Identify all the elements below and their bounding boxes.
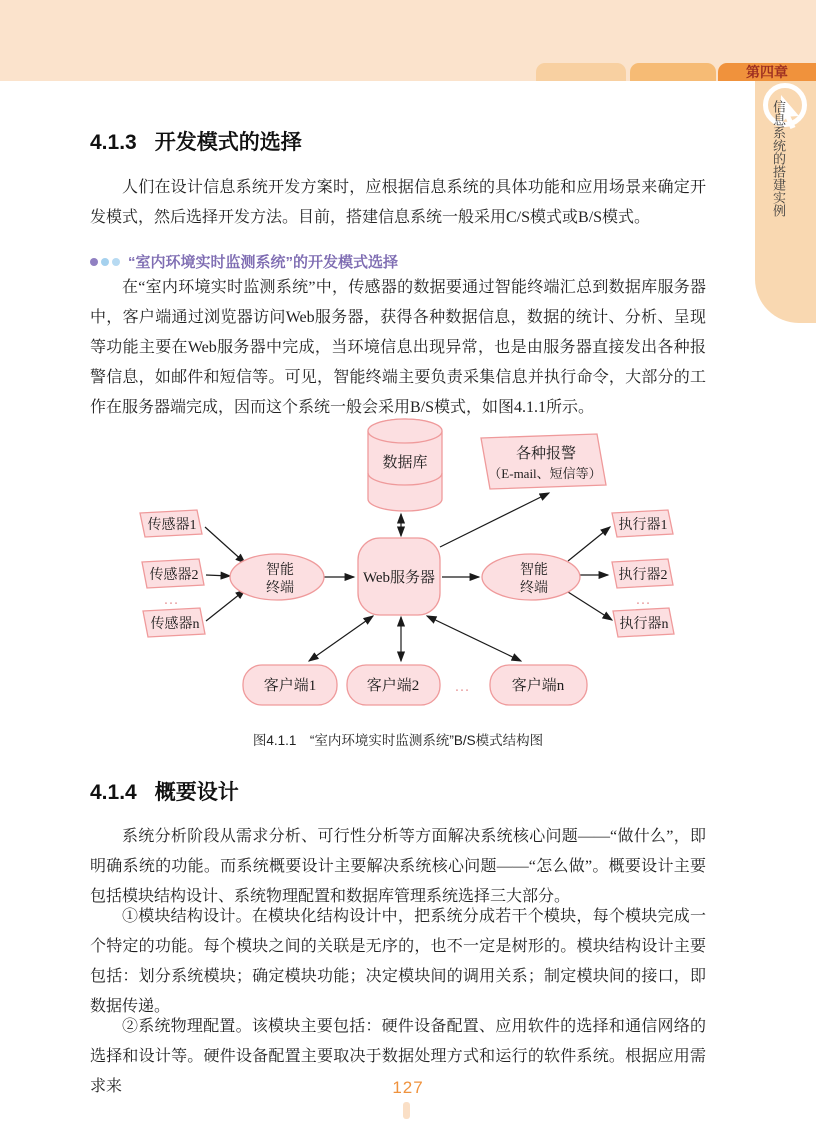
arrow-terminal2-actuator1: [568, 527, 610, 561]
node-smart-terminal-right: [482, 554, 580, 600]
figure-caption: 图4.1.1 “室内环境实时监测系统”B/S模式结构图: [252, 733, 544, 748]
node-label: 传感器2: [149, 568, 199, 583]
subsection-title: “室内环境实时监测系统”的开发模式选择: [128, 254, 399, 271]
section-number: 4.1.4: [90, 781, 137, 804]
arrow-sensor2-terminal: [206, 575, 230, 576]
node-client1: [243, 665, 337, 705]
arrow-sensorn-terminal: [206, 590, 245, 621]
node-smart-terminal-left: [230, 554, 324, 600]
section-414-heading: [90, 776, 706, 806]
node-label: （E-mail、短信等）: [488, 466, 602, 481]
node-label: 客户端2: [366, 678, 420, 694]
node-label: 终端: [520, 581, 548, 596]
arrow-sensor1-terminal: [205, 527, 245, 563]
node-alarm: [481, 434, 606, 489]
section-413-heading: [90, 126, 706, 156]
chapter-tab-inactive-1: [536, 63, 626, 81]
bullet-dot-icon: [101, 258, 109, 266]
bullet-dot-icon: [90, 258, 98, 266]
ellipsis-actuators: …: [635, 592, 653, 608]
node-label: 智能: [520, 563, 548, 578]
chapter-sidebar: [755, 81, 816, 323]
node-client2: [347, 665, 440, 705]
chapter-tab-inactive-2: [630, 63, 716, 81]
arrow-webserver-alarm: [440, 493, 549, 547]
node-label: 客户端1: [263, 678, 317, 694]
arrow-webserver-client1: [309, 616, 373, 661]
node-label: 终端: [266, 581, 294, 596]
bullet-dot-icon: [112, 258, 120, 266]
paragraph-413: 人们在设计信息系统开发方案时，应根据信息系统的具体功能和应用场景来确定开发模式，然后选择开发方法。目前，搭建信息系统一般采用C/S模式或B/S模式。: [90, 179, 706, 226]
section-number: 4.1.3: [90, 131, 137, 154]
ellipsis-clients: …: [454, 679, 472, 695]
node-sensorn: [143, 608, 205, 637]
chapter-tab-active: 第四章: [718, 63, 816, 81]
node-database: [368, 419, 442, 511]
node-sensor1: [140, 510, 202, 537]
node-clientn: [490, 665, 587, 705]
page-number: 127: [392, 1078, 424, 1097]
top-band: [0, 0, 816, 81]
arrow-terminal2-actuatorn: [568, 592, 612, 620]
paragraph-414-1: 系统分析阶段从需求分析、可行性分析等方面解决系统核心问题——“做什么”，即明确系统的功能。而系统概要设计主要解决系统核心问题——“怎么做”。概要设计主要包括模块结构设计、系统物理配置和数据库管理系统选择三大部分。: [90, 828, 706, 905]
sidebar-title: 信息系统的搭建实例: [771, 100, 786, 217]
paragraph-414-2: ①模块结构设计。在模块化结构设计中，把系统分成若干个模块，每个模块完成一个特定的功能。每个模块之间的关联是无序的，也不一定是树形的。模块结构设计主要包括：划分系统模块；确定模块功能；决定模块间的调用关系；制定模块间的接口，即数据传递。: [90, 908, 706, 1015]
node-label: 数据库: [382, 455, 428, 471]
node-actuator2: [612, 559, 673, 588]
paragraph-subsection: 在“室内环境实时监测系统”中，传感器的数据要通过智能终端汇总到数据库服务器中，客户端通过浏览器访问Web服务器，获得各种数据信息，数据的统计、分析、呈现等功能主要在Web服务器中完成，当环境信息出现异常，也是由服务器直接发出各种报警信息，如邮件和短信等。可见，智能终端主要负责采集信息并执行命令，大部分的工作在服务器端完成，因而这个系统一般会采用B/S模式，如图4.1.1所示。: [90, 279, 706, 416]
node-label: Web服务器: [362, 570, 436, 586]
section-title: 概要设计: [154, 781, 239, 804]
node-actuatorn: [613, 608, 674, 637]
node-label: 各种报警: [515, 446, 577, 462]
node-web-server: [358, 538, 440, 615]
node-sensor2: [142, 559, 204, 588]
node-label: 传感器n: [150, 617, 200, 632]
section-title: 开发模式的选择: [154, 131, 302, 154]
node-label: 客户端n: [511, 678, 565, 694]
node-actuator1: [612, 510, 673, 537]
node-label: 智能: [266, 563, 294, 578]
node-label: 执行器n: [619, 617, 669, 632]
subsection-heading: [90, 251, 706, 272]
page-number-marker: [403, 1102, 410, 1119]
ellipsis-sensors: …: [163, 592, 181, 608]
paragraph-414-3: ②系统物理配置。该模块主要包括：硬件设备配置、应用软件的选择和通信网络的选择和设计等。硬件设备配置主要取决于数据处理方式和运行的软件系统。根据应用需求来: [90, 1018, 706, 1095]
node-label: 传感器1: [147, 518, 197, 533]
bs-mode-structure-diagram: [100, 410, 716, 720]
node-label: 执行器2: [618, 568, 668, 583]
arrow-webserver-clientn: [427, 616, 521, 661]
node-label: 执行器1: [618, 518, 668, 533]
